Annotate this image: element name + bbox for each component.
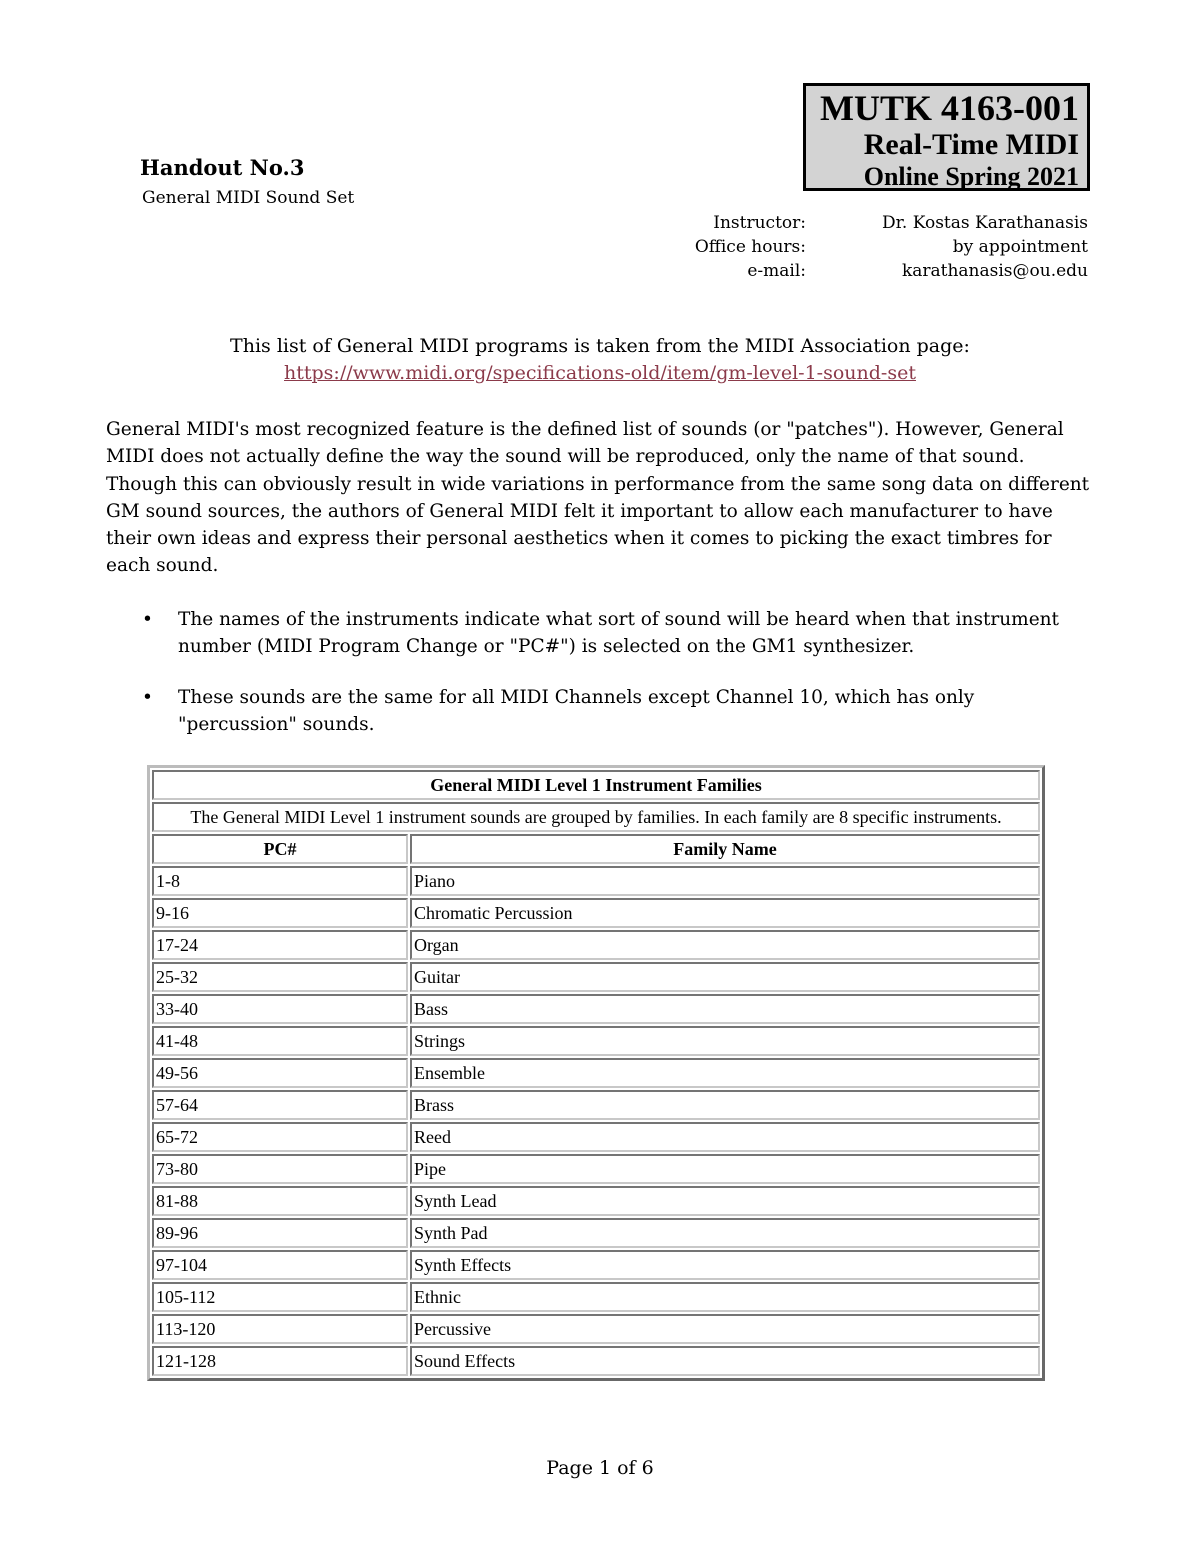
pc-range-cell: 9-16: [152, 898, 408, 928]
pc-range-cell: 73-80: [152, 1154, 408, 1184]
pc-range-cell: 33-40: [152, 994, 408, 1024]
pc-range-cell: 17-24: [152, 930, 408, 960]
list-item-text: The names of the instruments indicate what sort of sound will be heard when that instrument number (MIDI Program Change or "PC#") is selected on the GM1 synthesizer.: [178, 609, 1059, 657]
course-code: MUTK 4163-001: [820, 88, 1079, 128]
pc-range-cell: 25-32: [152, 962, 408, 992]
info-value: Dr. Kostas Karathanasis: [882, 213, 1088, 233]
pc-range-cell: 65-72: [152, 1122, 408, 1152]
pc-range-cell: 113-120: [152, 1314, 408, 1344]
table-row: [152, 1026, 1040, 1056]
family-name-cell: Synth Effects: [410, 1250, 1040, 1280]
table-row: [152, 1058, 1040, 1088]
pc-range-cell: 1-8: [152, 866, 408, 896]
pc-range-cell: 121-128: [152, 1346, 408, 1376]
table-row: [152, 1314, 1040, 1344]
info-label: e-mail:: [747, 261, 806, 281]
table-row: [152, 1250, 1040, 1280]
family-name-cell: Synth Lead: [410, 1186, 1040, 1216]
table-row: [152, 1154, 1040, 1184]
info-row-email: [640, 259, 1088, 283]
table-row: [152, 898, 1040, 928]
page-number: Page 1 of 6: [546, 1457, 654, 1479]
family-name-cell: Guitar: [410, 962, 1040, 992]
table-row: [152, 1090, 1040, 1120]
info-row-instructor: [640, 211, 1088, 235]
course-term: Online Spring 2021: [863, 162, 1079, 191]
list-item: [106, 684, 1086, 738]
family-name-cell: Ethnic: [410, 1282, 1040, 1312]
source-link[interactable]: https://www.midi.org/specifications-old/item/gm-level-1-sound-set: [284, 362, 916, 384]
table-row: [152, 994, 1040, 1024]
table-row: [152, 1122, 1040, 1152]
instructor-info: [640, 211, 1088, 283]
family-name-cell: Bass: [410, 994, 1040, 1024]
family-name-cell: Reed: [410, 1122, 1040, 1152]
list-item-text: These sounds are the same for all MIDI Channels except Channel 10, which has only "percussion" sounds.: [178, 687, 975, 735]
column-header-pc: PC#: [152, 834, 408, 864]
family-name-cell: Piano: [410, 866, 1040, 896]
handout-title: Handout No.3: [140, 155, 305, 180]
family-name-cell: Ensemble: [410, 1058, 1040, 1088]
table-row: [152, 962, 1040, 992]
family-name-cell: Sound Effects: [410, 1346, 1040, 1376]
family-name-cell: Chromatic Percussion: [410, 898, 1040, 928]
family-name-cell: Organ: [410, 930, 1040, 960]
info-label: Instructor:: [713, 213, 806, 233]
table-title: General MIDI Level 1 Instrument Families: [152, 770, 1040, 800]
family-name-cell: Strings: [410, 1026, 1040, 1056]
family-name-cell: Brass: [410, 1090, 1040, 1120]
handout-subtitle: General MIDI Sound Set: [142, 188, 355, 208]
table-row: [152, 1218, 1040, 1248]
table-row: [152, 866, 1040, 896]
info-label: Office hours:: [694, 237, 806, 257]
info-row-office-hours: [640, 235, 1088, 259]
pc-range-cell: 89-96: [152, 1218, 408, 1248]
pc-range-cell: 57-64: [152, 1090, 408, 1120]
table-description: The General MIDI Level 1 instrument sounds are grouped by families. In each family are 8 specific instruments.: [152, 802, 1040, 832]
bullet-icon: •: [142, 609, 153, 630]
table-row: [152, 1346, 1040, 1376]
bullet-icon: •: [142, 687, 153, 708]
column-header-family: Family Name: [410, 834, 1040, 864]
table-row: [152, 930, 1040, 960]
bullet-list: [106, 606, 1086, 762]
list-item: [106, 606, 1086, 660]
family-name-cell: Pipe: [410, 1154, 1040, 1184]
table-header-row: [152, 834, 1040, 864]
family-name-cell: Percussive: [410, 1314, 1040, 1344]
table-title-row: [152, 770, 1040, 800]
pc-range-cell: 97-104: [152, 1250, 408, 1280]
course-header-box: [803, 83, 1090, 191]
pc-range-cell: 105-112: [152, 1282, 408, 1312]
table-row: [152, 1186, 1040, 1216]
pc-range-cell: 49-56: [152, 1058, 408, 1088]
intro-text: This list of General MIDI programs is taken from the MIDI Association page:: [230, 335, 970, 357]
table-row: [152, 1282, 1040, 1312]
pc-range-cell: 41-48: [152, 1026, 408, 1056]
instrument-families-table: [147, 765, 1045, 1381]
table-description-row: [152, 802, 1040, 832]
info-value: by appointment: [952, 237, 1088, 257]
course-name: Real-Time MIDI: [863, 128, 1079, 161]
info-value: karathanasis@ou.edu: [901, 261, 1088, 281]
family-name-cell: Synth Pad: [410, 1218, 1040, 1248]
body-paragraph: General MIDI's most recognized feature is the defined list of sounds (or "patches"). However, General MIDI does not actually define the way the sound will be reproduced, only the name of that sound. Though this can obviously result in wide variations in performance from the same song data on different GM sound sources, the authors of General MIDI felt it important to allow each manufacturer to have their own ideas and express their personal aesthetics when it comes to picking the exact timbres for each sound.: [106, 419, 1090, 577]
intro-block: [0, 333, 1200, 387]
pc-range-cell: 81-88: [152, 1186, 408, 1216]
